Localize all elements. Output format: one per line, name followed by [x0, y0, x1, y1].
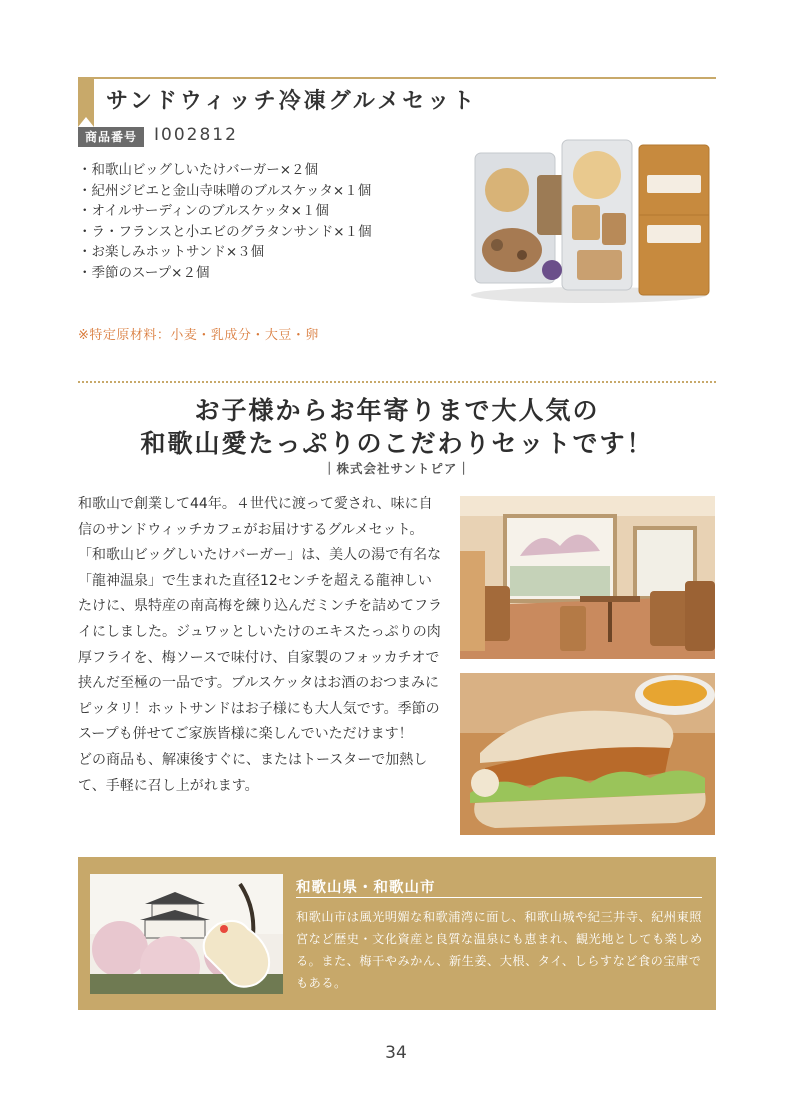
company-name: ｜株式会社サントピア｜: [323, 461, 471, 476]
product-package-photo: [467, 135, 712, 303]
list-item: ・紀州ジビエと金山寺味噌のブルスケッタ×１個: [78, 182, 372, 199]
region-divider: [296, 897, 702, 898]
title-ribbon-marker: [78, 79, 94, 117]
list-item: ・オイルサーディンのブルスケッタ×１個: [78, 203, 329, 219]
section-divider: [78, 381, 716, 383]
list-item: ・お楽しみホットサンド×３個: [78, 244, 265, 260]
product-title: サンドウィッチ冷凍グルメセット: [106, 89, 478, 114]
region-title: 和歌山県・和歌山市: [296, 880, 436, 896]
region-description: 和歌山市は風光明媚な和歌浦湾に面し、和歌山城や紀三井寺、紀州東照宮など歴史・文化資産と良質な温泉にも恵まれ、観光地としても楽しめる。また、梅干やみかん、新生姜、大根、タイ、しらすなど食の宝庫でもある。: [296, 910, 703, 990]
body-paragraph: 和歌山で創業して44年。４世代に渡って愛され、味に自信のサンドウィッチカフェがお届けするグルメセット。: [78, 496, 433, 538]
body-paragraph: 「和歌山ビッグしいたけバーガー」は、美人の湯で有名な「龍神温泉」で生まれた直径12センチを超える龍神しいたけに、県特産の南高梅を練り込んだミンチを詰めてフライにしました。ジュワッとしいたけのエキスたっぷりの肉厚フライを、梅ソースで味付け、自家製のフォッカチオで挟んだ至極の一品です。ブルスケッタはお酒のおつまみにピッタリ！ホットサンドはお子様にも大人気です。季節のスープも併せてご家族皆様に楽しんでいただけます！: [78, 547, 442, 743]
headline-line-1: お子様からお年寄りまで大人気の: [194, 396, 600, 425]
wakayama-castle-photo: [90, 874, 283, 994]
body-paragraph: どの商品も、解凍後すぐに、またはトースターで加熱して、手軽に召し上がれます。: [78, 751, 428, 794]
cafe-interior-photo: [460, 496, 715, 659]
product-contents-list: [78, 160, 372, 283]
page-number: 34: [385, 1043, 407, 1063]
feature-headline: [78, 394, 716, 460]
allergen-note: ※特定原材料：小麦・乳成分・大豆・卵: [78, 328, 319, 343]
product-code-label: 商品番号: [78, 127, 144, 147]
list-item: ・季節のスープ×２個: [78, 264, 210, 281]
title-top-rule: [78, 77, 716, 79]
product-code: I002812: [154, 125, 238, 145]
sandwich-photo: [460, 673, 715, 835]
list-item: ・ラ・フランスと小エビのグラタンサンド×１個: [78, 223, 372, 240]
feature-body: [78, 492, 444, 799]
region-info-box: [78, 857, 716, 1010]
headline-line-2: 和歌山愛たっぷりのこだわりセットです！: [140, 429, 654, 458]
list-item: ・和歌山ビッグしいたけバーガー×２個: [78, 162, 319, 178]
